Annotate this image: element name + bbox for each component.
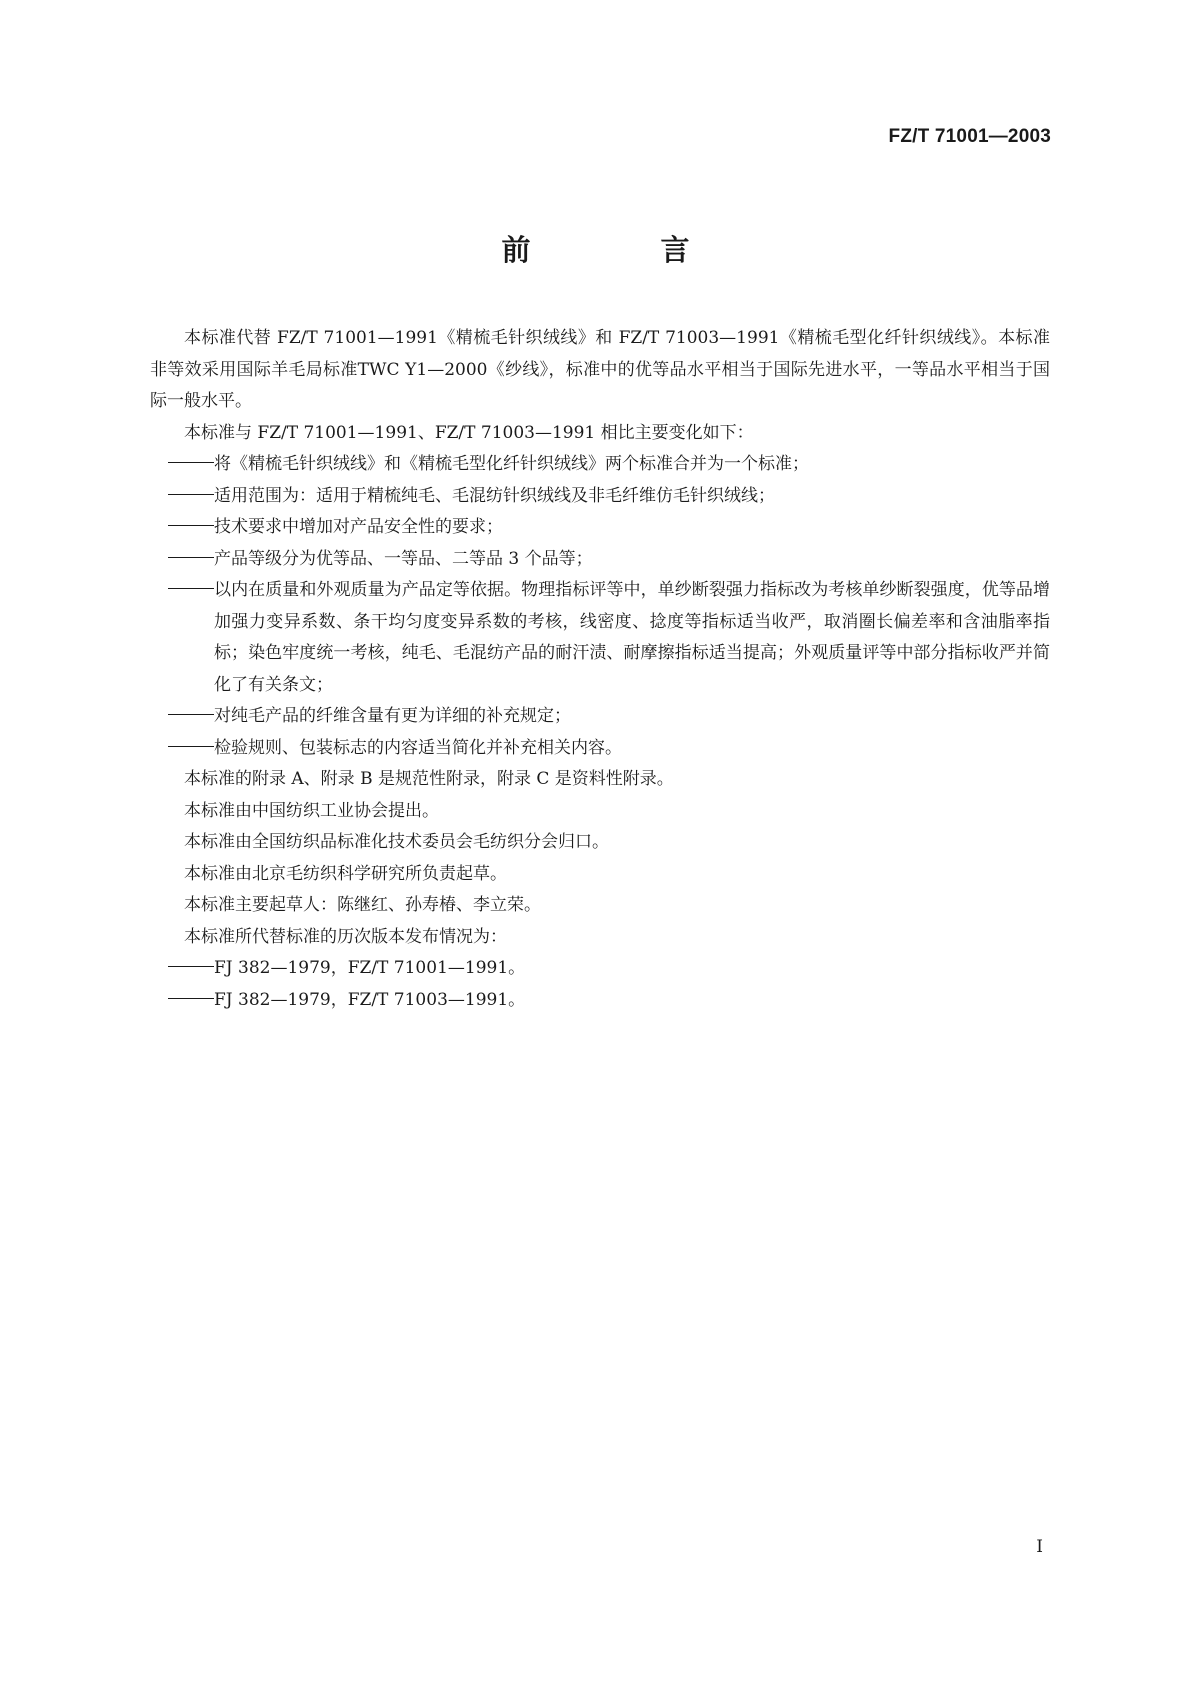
- annex-paragraph: 本标准的附录 A、附录 B 是规范性附录，附录 C 是资料性附录。: [184, 769, 674, 789]
- change-item: [150, 512, 1050, 544]
- change-item: [150, 544, 1050, 576]
- history-text: FJ 382—1979，FZ/T 71001—1991。: [214, 958, 526, 978]
- drafter-org-paragraph: 本标准由北京毛纺织科学研究所负责起草。: [184, 863, 507, 884]
- dash-mark: [150, 544, 214, 576]
- centralized-paragraph: 本标准由全国纺织品标准化技术委员会毛纺织分会归口。: [184, 832, 609, 852]
- change-item: [150, 575, 1050, 701]
- dash-mark: [150, 575, 214, 607]
- dash-mark: [150, 701, 214, 733]
- dash-mark: [150, 449, 214, 481]
- change-item: [150, 449, 1050, 481]
- history-text: FJ 382—1979，FZ/T 71003—1991。: [214, 989, 526, 1010]
- history-item: [150, 953, 1050, 985]
- history-item: [150, 985, 1050, 1017]
- change-text: 将《精梳毛针织绒线》和《精梳毛型化纤针织绒线》两个标准合并为一个标准；: [214, 454, 809, 474]
- dash-mark: [150, 512, 214, 544]
- document-body: [150, 323, 1050, 1016]
- change-text: 适用范围为：适用于精梳纯毛、毛混纺针织绒线及非毛纤维仿毛针织绒线；: [214, 485, 775, 506]
- history-intro-paragraph: 本标准所代替标准的历次版本发布情况为：: [184, 926, 507, 947]
- dash-mark: [150, 733, 214, 765]
- change-text: 产品等级分为优等品、一等品、二等品 3 个品等；: [214, 548, 593, 569]
- proposer-paragraph: 本标准由中国纺织工业协会提出。: [184, 800, 439, 821]
- intro-paragraph: 本标准代替 FZ/T 71001—1991《精梳毛针织绒线》和 FZ/T 71003—1991《精梳毛型化纤针织绒线》。本标准非等效采用国际羊毛局标准TWC Y1—2000《纱线》，标准中的优等品水平相当于国际先进水平，一等品水平相当于国际一般水平。: [150, 328, 1050, 411]
- change-text: 对纯毛产品的纤维含量有更为详细的补充规定；: [214, 706, 571, 726]
- standard-code: FZ/T 71001—2003: [888, 126, 1051, 147]
- change-text: 技术要求中增加对产品安全性的要求；: [214, 517, 503, 537]
- drafters-paragraph: 本标准主要起草人：陈继红、孙寿椿、李立荣。: [184, 895, 541, 915]
- change-text: 检验规则、包装标志的内容适当简化并补充相关内容。: [214, 737, 622, 758]
- change-text: 以内在质量和外观质量为产品定等依据。物理指标评等中，单纱断裂强力指标改为考核单纱断裂强度，优等品增加强力变异系数、条干均匀度变异系数的考核，线密度、捻度等指标适当收严，取消圈长偏差率和含油脂率指标；染色牢度统一考核，纯毛、毛混纺产品的耐汗渍、耐摩擦指标适当提高；外观质量评等中部分指标收严并简化了有关条文；: [214, 580, 1050, 695]
- dash-mark: [150, 481, 214, 513]
- change-item: [150, 481, 1050, 513]
- change-item: [150, 733, 1050, 765]
- page-title: 前 言: [501, 233, 750, 267]
- dash-mark: [150, 985, 214, 1017]
- change-item: [150, 701, 1050, 733]
- page-number: I: [1036, 1537, 1043, 1557]
- intro-paragraph: 本标准与 FZ/T 71001—1991、FZ/T 71003—1991 相比主要变化如下：: [184, 422, 754, 443]
- dash-mark: [150, 953, 214, 985]
